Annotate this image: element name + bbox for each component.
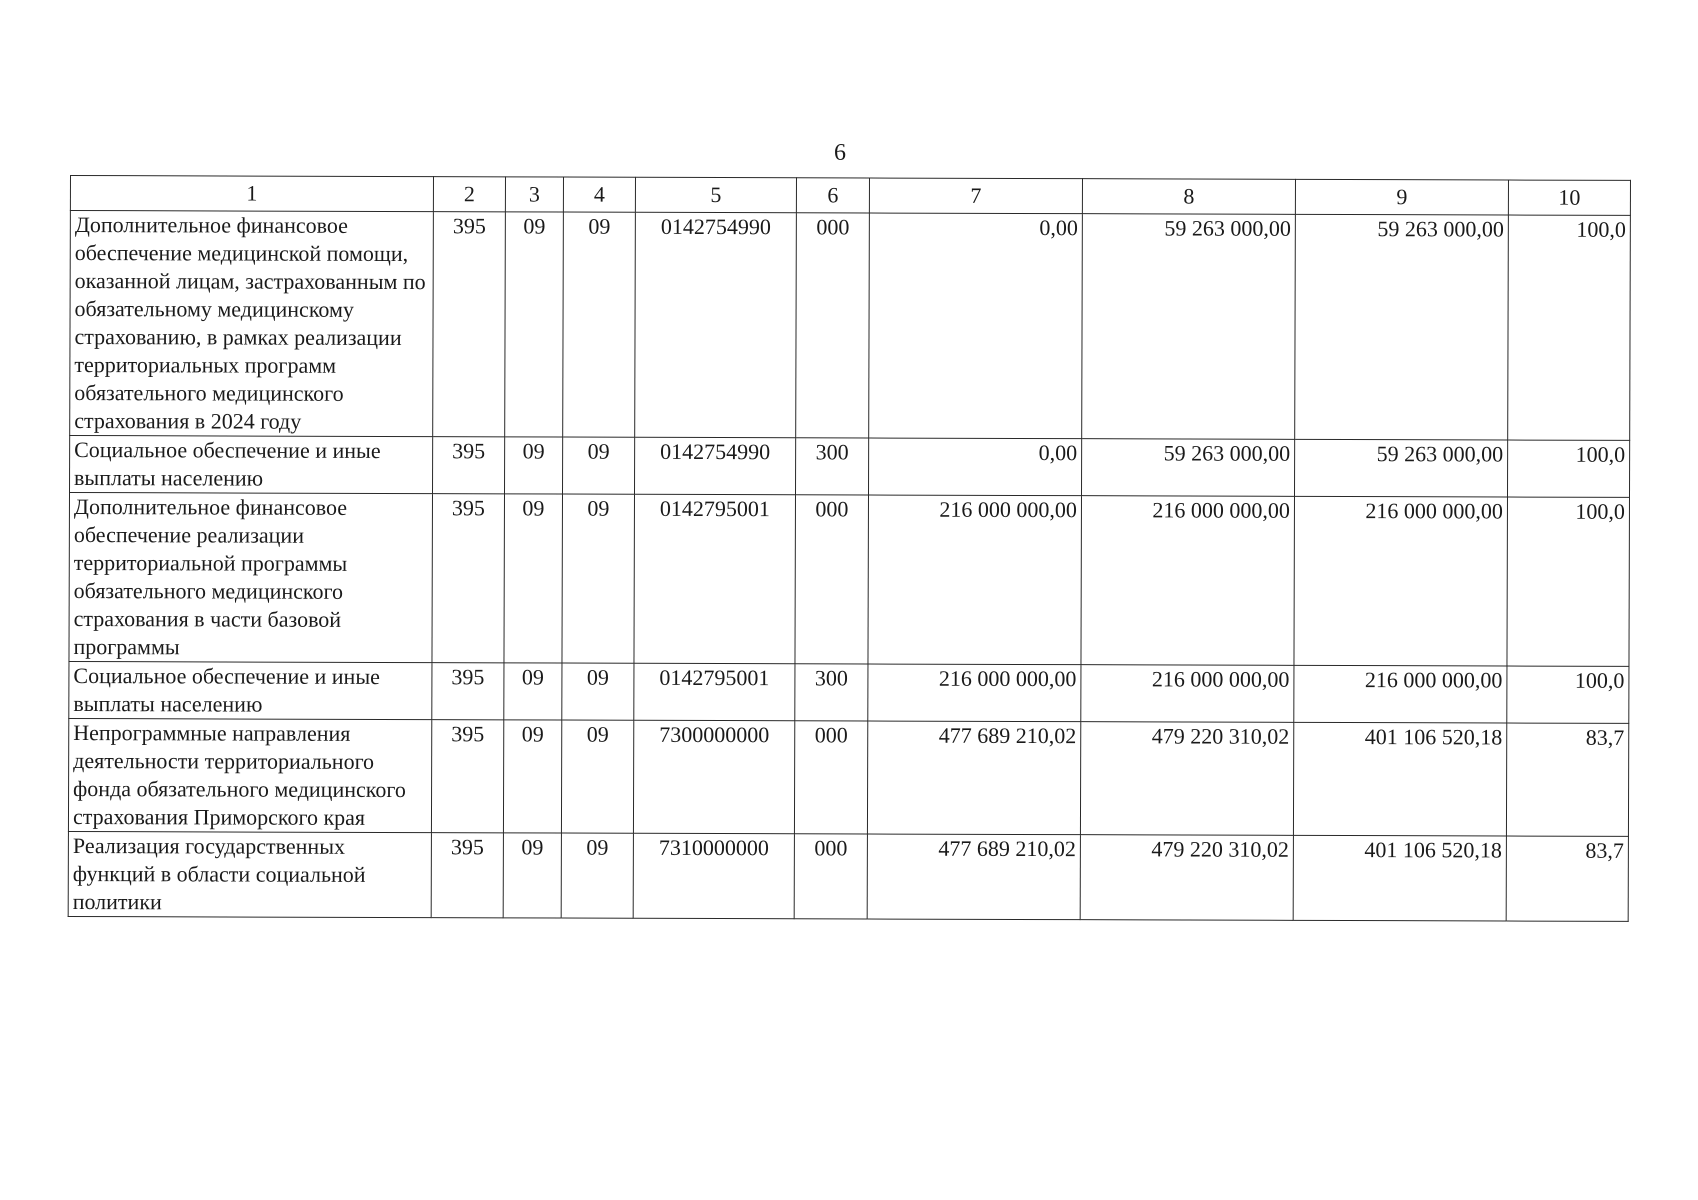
percent-col10: 83,7 bbox=[1506, 723, 1628, 836]
amount-col8: 479 220 310,02 bbox=[1080, 835, 1293, 921]
target-article-code: 0142795001 bbox=[634, 663, 795, 721]
subsection-code: 09 bbox=[562, 663, 634, 720]
amount-col7: 0,00 bbox=[868, 438, 1081, 496]
target-article-code: 7310000000 bbox=[633, 833, 794, 919]
amount-col8: 216 000 000,00 bbox=[1081, 665, 1294, 723]
subsection-code: 09 bbox=[563, 437, 635, 494]
row-name: Непрограммные направления деятельности территориального фонда обязательного медицинского страхования Приморского края bbox=[68, 718, 431, 832]
row-name: Дополнительное финансовое обеспечение реализации территориальной программы обязательного медицинского страхования в части базовой программы bbox=[69, 493, 433, 663]
table-row bbox=[69, 493, 1630, 667]
column-header: 10 bbox=[1508, 180, 1630, 215]
section-code: 09 bbox=[503, 720, 561, 833]
expense-type-code: 000 bbox=[794, 721, 867, 834]
percent-col10: 100,0 bbox=[1507, 440, 1629, 497]
expense-type-code: 000 bbox=[796, 213, 870, 438]
section-code: 09 bbox=[504, 494, 563, 663]
amount-col9: 59 263 000,00 bbox=[1295, 214, 1509, 440]
target-article-code: 7300000000 bbox=[633, 720, 794, 834]
amount-col9: 401 106 520,18 bbox=[1293, 722, 1506, 836]
subsection-code: 09 bbox=[561, 833, 633, 918]
subsection-code: 09 bbox=[563, 212, 636, 437]
amount-col8: 59 263 000,00 bbox=[1081, 439, 1294, 497]
admin-code: 395 bbox=[433, 437, 505, 494]
table-row bbox=[68, 718, 1628, 836]
percent-col10: 100,0 bbox=[1507, 497, 1630, 666]
expense-type-code: 000 bbox=[794, 834, 867, 919]
admin-code: 395 bbox=[431, 833, 503, 918]
column-header: 6 bbox=[796, 178, 869, 213]
row-name: Реализация государственных функций в области социальной политики bbox=[68, 831, 431, 917]
admin-code: 395 bbox=[432, 663, 504, 720]
admin-code: 395 bbox=[432, 494, 505, 663]
row-name: Социальное обеспечение и иные выплаты населению bbox=[70, 436, 433, 494]
amount-col7: 216 000 000,00 bbox=[868, 664, 1081, 722]
column-header: 7 bbox=[869, 178, 1082, 214]
budget-table bbox=[68, 175, 1631, 922]
amount-col7: 477 689 210,02 bbox=[867, 834, 1080, 920]
target-article-code: 0142754990 bbox=[635, 212, 797, 438]
row-name: Дополнительное финансовое обеспечение медицинской помощи, оказанной лицам, застрахованным по обязательному медицинскому страхованию, в рамках реализации территориальных программ обязательного медицинского страхования в 2024 году bbox=[70, 211, 434, 437]
amount-col7: 216 000 000,00 bbox=[868, 495, 1082, 665]
amount-col9: 216 000 000,00 bbox=[1294, 496, 1508, 666]
table-row bbox=[69, 661, 1629, 723]
admin-code: 395 bbox=[433, 212, 506, 437]
section-code: 09 bbox=[504, 663, 562, 720]
page-number: 6 bbox=[834, 140, 846, 166]
subsection-code: 09 bbox=[561, 720, 633, 833]
column-header: 1 bbox=[70, 176, 433, 212]
percent-col10: 100,0 bbox=[1507, 666, 1629, 723]
row-name: Социальное обеспечение и иные выплаты населению bbox=[69, 661, 432, 719]
column-header: 8 bbox=[1082, 179, 1295, 215]
amount-col8: 216 000 000,00 bbox=[1081, 496, 1295, 666]
amount-col9: 59 263 000,00 bbox=[1294, 439, 1507, 497]
expense-type-code: 300 bbox=[795, 438, 868, 495]
table-row bbox=[68, 831, 1628, 921]
expense-type-code: 000 bbox=[795, 495, 869, 664]
percent-col10: 100,0 bbox=[1508, 215, 1631, 440]
amount-col9: 216 000 000,00 bbox=[1294, 665, 1507, 723]
amount-col7: 0,00 bbox=[869, 213, 1083, 439]
amount-col7: 477 689 210,02 bbox=[867, 721, 1080, 835]
section-code: 09 bbox=[503, 833, 561, 918]
amount-col8: 479 220 310,02 bbox=[1080, 722, 1293, 836]
table-row bbox=[70, 211, 1631, 441]
section-code: 09 bbox=[505, 212, 564, 437]
column-header: 3 bbox=[505, 177, 563, 212]
column-header: 4 bbox=[563, 177, 635, 212]
percent-col10: 83,7 bbox=[1506, 836, 1628, 921]
section-code: 09 bbox=[505, 437, 563, 494]
table-row bbox=[70, 436, 1630, 498]
admin-code: 395 bbox=[431, 720, 503, 833]
expense-type-code: 300 bbox=[795, 664, 868, 721]
column-header: 2 bbox=[433, 177, 505, 212]
column-header: 5 bbox=[635, 177, 796, 213]
subsection-code: 09 bbox=[562, 494, 635, 663]
target-article-code: 0142754990 bbox=[634, 437, 795, 495]
amount-col8: 59 263 000,00 bbox=[1082, 214, 1296, 440]
column-header: 9 bbox=[1295, 179, 1508, 215]
amount-col9: 401 106 520,18 bbox=[1293, 835, 1506, 921]
target-article-code: 0142795001 bbox=[634, 494, 796, 664]
column-number-row bbox=[70, 176, 1630, 216]
